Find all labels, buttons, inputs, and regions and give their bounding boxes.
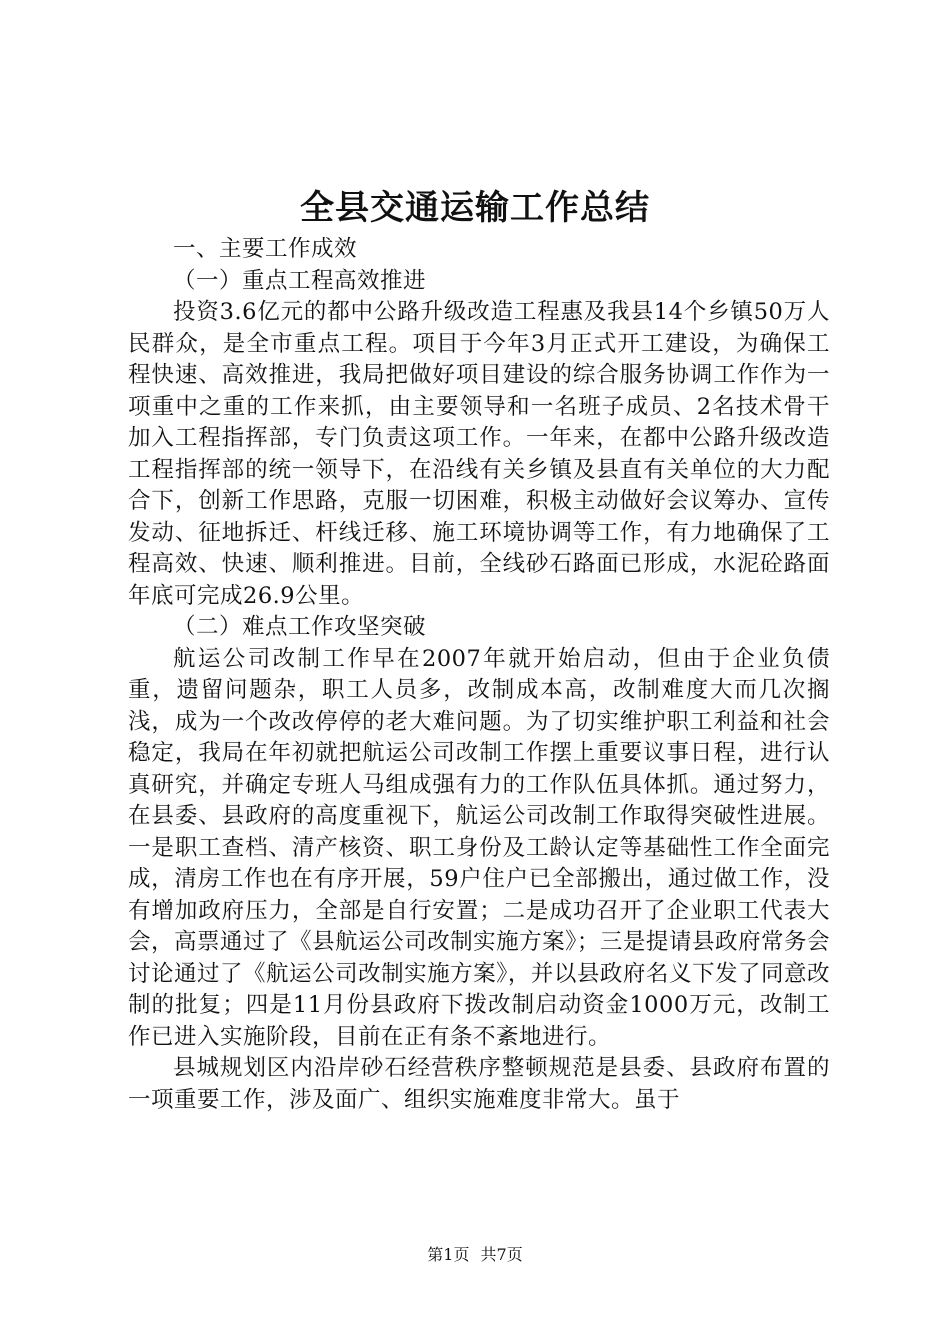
paragraph: 航运公司改制工作早在2007年就开始启动，但由于企业负债重，遗留问题杂，职工人员多，改制成本高，改制难度大而几次搁浅，成为一个改改停停的老大难问题。为了切实维护职工利益和社会稳定，我局在年初就把航运公司改制工作摆上重要议事日程，进行认真研究，并确定专班人马组成强有力的工作队伍具体抓。通过努力，在县委、县政府的高度重视下，航运公司改制工作取得突破性进展。一是职工查档、清产核资、职工身份及工龄认定等基础性工作全面完成，清房工作也在有序开展，59户住户已全部搬出，通过做工作，没有增加政府压力，全部是自行安置；二是成功召开了企业职工代表大会，高票通过了《县航运公司改制实施方案》；三是提请县政府常务会讨论通过了《航运公司改制实施方案》，并以县政府名义下发了同意改制的批复；四是11月份县政府下拨改制启动资金1000万元，改制工作已进入实施阶段，目前在正有条不紊地进行。 <box>128 645 830 1050</box>
document-body <box>128 234 830 1116</box>
section-heading: 一、主要工作成效 <box>173 236 358 262</box>
paragraph: 投资3.6亿元的都中公路升级改造工程惠及我县14个乡镇50万人民群众，是全市重点工程。项目于今年3月正式开工建设，为确保工程快速、高效推进，我局把做好项目建设的综合服务协调工作作为一项重中之重的工作来抓，由主要领导和一名班子成员、2名技术骨干加入工程指挥部，专门负责这项工作。一年来，在都中公路升级改造工程指挥部的统一领导下，在沿线有关乡镇及县直有关单位的大力配合下，创新工作思路，克服一切困难，积极主动做好会议筹办、宣传发动、征地拆迁、杆线迁移、施工环境协调等工作，有力地确保了工程高效、快速、顺利推进。目前，全线砂石路面已形成，水泥砼路面年底可完成26.9公里。 <box>128 299 830 609</box>
page-footer <box>0 1244 950 1266</box>
paragraph: 县城规划区内沿岸砂石经营秩序整顿规范是县委、县政府布置的一项重要工作，涉及面广、组织实施难度非常大。虽于 <box>128 1055 830 1113</box>
subsection-heading: （一）重点工程高效推进 <box>173 267 427 294</box>
page-number: 第1页 <box>427 1245 470 1264</box>
document-title: 全县交通运输工作总结 <box>300 188 650 228</box>
subsection-heading: （二）难点工作攻坚突破 <box>173 614 427 640</box>
page-total: 共7页 <box>480 1245 523 1264</box>
